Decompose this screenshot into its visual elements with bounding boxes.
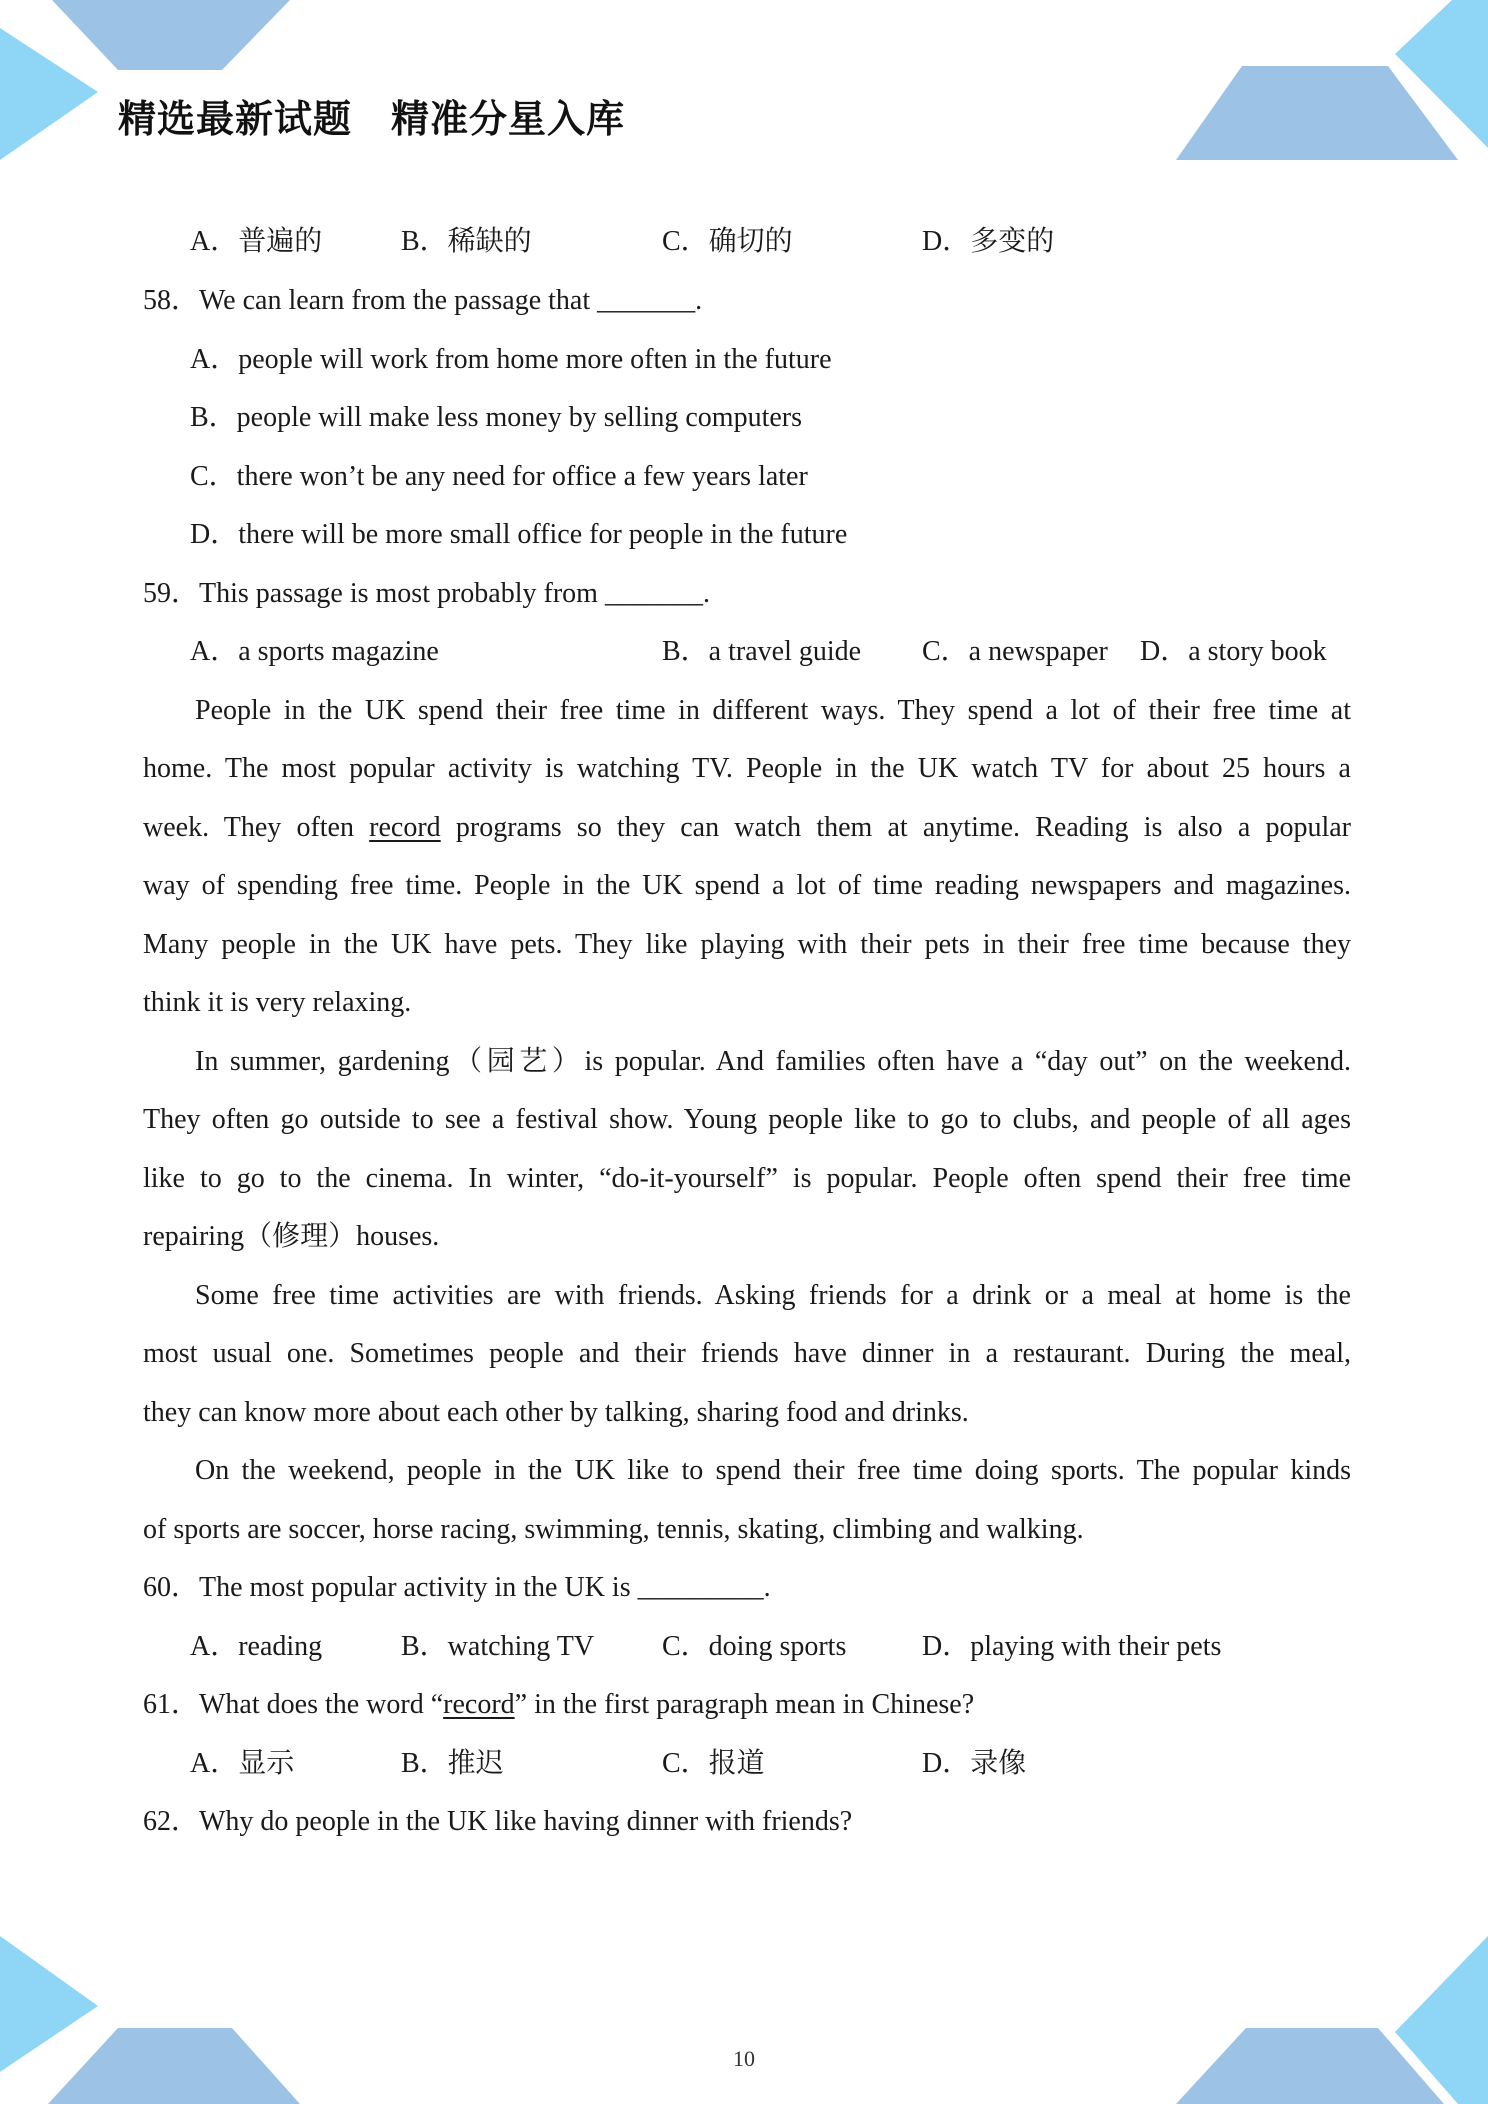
q61-stem-text: 61．What does the word “: [143, 1689, 444, 1720]
q61-option-d: D．录像: [922, 1748, 1027, 1779]
q58-option-b: B．people will make less money by selling computers: [190, 402, 803, 433]
top-right-trapezoid: [1176, 66, 1458, 160]
passage-line: way of spending free time. People in the UK spend a lot of time reading newspapers and magazines.: [143, 870, 1351, 901]
q57-option-a: A．普遍的: [190, 226, 323, 257]
passage-line: they can know more about each other by talking, sharing food and drinks.: [143, 1397, 969, 1428]
passage-text: programs so they can watch them at anytime. Reading is also a popular: [440, 812, 1351, 843]
q58-stem: 58．We can learn from the passage that _______.: [143, 285, 703, 316]
q59-stem: 59．This passage is most probably from _______.: [143, 578, 710, 609]
passage-line: In summer, gardening（园艺）is popular. And families often have a “day out” on the weekend.: [195, 1046, 1351, 1077]
q60-option-b: B．watching TV: [401, 1631, 595, 1662]
q57-option-c: C．确切的: [662, 226, 793, 257]
passage-line: home. The most popular activity is watching TV. People in the UK watch TV for about 25 hours a: [143, 753, 1351, 784]
passage-line: People in the UK spend their free time in different ways. They spend a lot of their free time at: [195, 695, 1351, 726]
passage-line: think it is very relaxing.: [143, 987, 412, 1018]
q59-option-d: D．a story book: [1140, 636, 1327, 667]
q62-stem: 62．Why do people in the UK like having dinner with friends?: [143, 1806, 853, 1837]
q58-option-d: D．there will be more small office for people in the future: [190, 519, 848, 550]
q58-option-a: A．people will work from home more often in the future: [190, 344, 832, 375]
q60-stem: 60．The most popular activity in the UK is _________.: [143, 1572, 771, 1603]
q61-stem-text: ” in the first paragraph mean in Chinese?: [514, 1689, 975, 1720]
q61-stem: [143, 1687, 974, 1723]
q61-underlined-word: record: [443, 1689, 515, 1720]
underlined-word-record: record: [369, 812, 441, 843]
passage-line: They often go outside to see a festival show. Young people like to go to clubs, and people of all ages: [143, 1104, 1351, 1135]
passage-line: most usual one. Sometimes people and their friends have dinner in a restaurant. During the meal,: [143, 1338, 1351, 1369]
passage-line: like to go to the cinema. In winter, “do-it-yourself” is popular. People often spend their free time: [143, 1163, 1351, 1194]
top-left-trapezoid: [52, 0, 290, 70]
q61-option-a: A．显示: [190, 1748, 295, 1779]
q57-option-d: D．多变的: [922, 226, 1055, 257]
passage-line: of sports are soccer, horse racing, swimming, tennis, skating, climbing and walking.: [143, 1514, 1084, 1545]
top-left-corner-triangle: [0, 28, 98, 160]
header-title: 精选最新试题 精准分星入库: [118, 97, 626, 141]
passage-line-with-record: [143, 810, 1351, 846]
passage-line: Some free time activities are with friends. Asking friends for a drink or a meal at home is the: [195, 1280, 1351, 1311]
q60-option-d: D．playing with their pets: [922, 1631, 1222, 1662]
passage-text: week. They often: [143, 812, 370, 843]
q59-option-c: C．a newspaper: [922, 636, 1108, 667]
passage-line: On the weekend, people in the UK like to spend their free time doing sports. The popular kinds: [195, 1455, 1351, 1486]
q61-option-c: C．报道: [662, 1748, 765, 1779]
q60-option-c: C．doing sports: [662, 1631, 847, 1662]
passage-line: Many people in the UK have pets. They like playing with their pets in their free time because they: [143, 929, 1351, 960]
q58-option-c: C．there won’t be any need for office a few years later: [190, 461, 808, 492]
passage-line: repairing（修理）houses.: [143, 1221, 440, 1252]
q59-option-a: A．a sports magazine: [190, 636, 439, 667]
q61-option-b: B．推迟: [401, 1748, 504, 1779]
q60-option-a: A．reading: [190, 1631, 323, 1662]
q59-option-b: B．a travel guide: [662, 636, 862, 667]
page-number: 10: [733, 2046, 755, 2071]
q57-option-b: B．稀缺的: [401, 226, 532, 257]
